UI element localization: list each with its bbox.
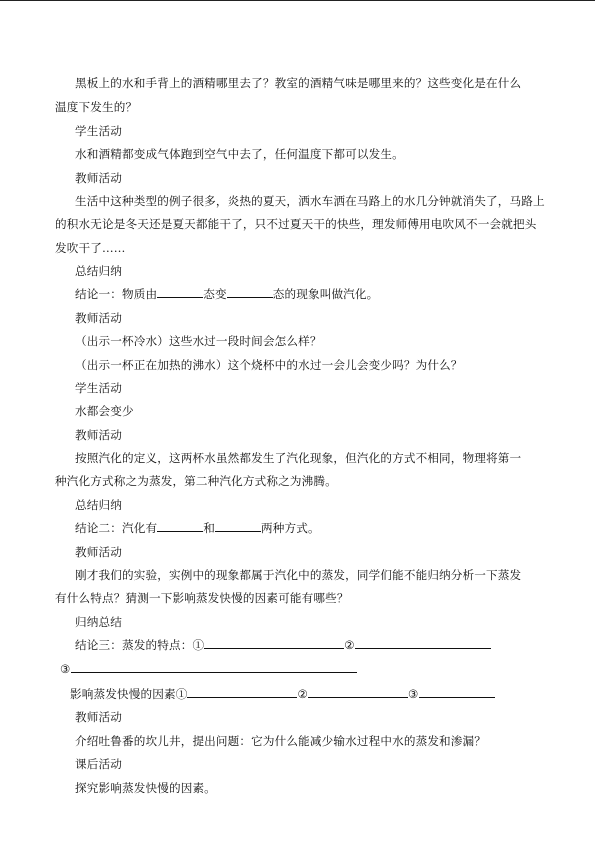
answer-line: 水都会变少 (75, 404, 134, 418)
paragraph-line: 生活中这种类型的例子很多，炎热的夏天，洒水车洒在马路上的水几分钟就消失了，马路上 (75, 194, 545, 208)
conclusion-text: 结论一：物质由 (75, 287, 158, 301)
paragraph-line: 温度下发生的？ (55, 100, 138, 114)
evaporation-factors (70, 686, 495, 702)
fill-blank[interactable] (419, 686, 495, 698)
section-heading: 教师活动 (75, 171, 122, 185)
conclusion-text: ③ (408, 687, 419, 701)
conclusion-three (75, 637, 491, 653)
section-heading: 学生活动 (75, 381, 122, 395)
conclusion-text: 态的现象叫做汽化。 (272, 287, 379, 301)
paragraph-line: 介绍吐鲁番的坎儿井，提出问题：它为什么能减少输水过程中水的蒸发和渗漏？ (75, 734, 487, 748)
fill-blank[interactable] (227, 286, 273, 298)
section-heading: 教师活动 (75, 428, 122, 442)
conclusion-text: 态变 (203, 287, 227, 301)
section-heading: 教师活动 (75, 545, 122, 559)
paragraph-line: 按照汽化的定义，这两杯水虽然都发生了汽化现象，但汽化的方式不相同，物理将第一 (75, 451, 522, 465)
conclusion-text: 结论二：汽化有 (75, 521, 158, 535)
section-heading: 总结归纳 (75, 498, 122, 512)
fill-blank[interactable] (355, 637, 491, 649)
conclusion-text: 影响蒸发快慢的因素① (70, 687, 188, 701)
section-heading: 教师活动 (75, 710, 122, 724)
fill-blank[interactable] (215, 520, 261, 532)
conclusion-text: ② (297, 687, 308, 701)
section-heading: 教师活动 (75, 311, 122, 325)
conclusion-two (75, 520, 320, 536)
conclusion-text: 和 (203, 521, 215, 535)
question-line: （出示一杯冷水）这些水过一段时间会怎么样？ (75, 334, 322, 348)
conclusion-three-cont (60, 661, 357, 677)
fill-blank[interactable] (157, 520, 203, 532)
section-heading: 课后活动 (75, 757, 122, 771)
paragraph-line: 发吹干了…… (55, 241, 126, 255)
paragraph-line: 水和酒精都变成气体跑到空气中去了，任何温度下都可以发生。 (75, 147, 404, 161)
fill-blank[interactable] (157, 286, 203, 298)
fill-blank[interactable] (308, 686, 408, 698)
fill-blank[interactable] (187, 686, 297, 698)
header-rule (0, 0, 595, 1)
paragraph-line: 黑板上的水和手背上的酒精哪里去了？教室的酒精气味是哪里来的？这些变化是在什么 (75, 76, 522, 90)
paragraph-line: 种汽化方式称之为蒸发，第二种汽化方式称之为沸腾。 (55, 474, 337, 488)
question-line: （出示一杯正在加热的沸水）这个烧杯中的水过一会儿会变少吗？为什么？ (75, 358, 463, 372)
paragraph-line: 刚才我们的实验，实例中的现象都属于汽化中的蒸发，同学们能不能归纳分析一下蒸发 (75, 568, 522, 582)
paragraph-line: 的积水无论是冬天还是夏天都能干了，只不过夏天干的快些，理发师傅用电吹风不一会就把头 (55, 217, 537, 231)
fill-blank[interactable] (204, 637, 344, 649)
conclusion-one (75, 286, 378, 302)
fill-blank[interactable] (71, 661, 357, 673)
conclusion-text: 结论三：蒸发的特点：① (75, 638, 205, 652)
paragraph-line: 有什么特点？猜测一下影响蒸发快慢的因素可能有哪些？ (55, 591, 349, 605)
section-heading: 总结归纳 (75, 264, 122, 278)
conclusion-text: 两种方式。 (260, 521, 320, 535)
section-heading: 学生活动 (75, 124, 122, 138)
conclusion-text: ② (344, 638, 355, 652)
section-heading: 归纳总结 (75, 615, 122, 629)
paragraph-line: 探究影响蒸发快慢的因素。 (75, 781, 216, 795)
conclusion-text: ③ (60, 662, 71, 676)
